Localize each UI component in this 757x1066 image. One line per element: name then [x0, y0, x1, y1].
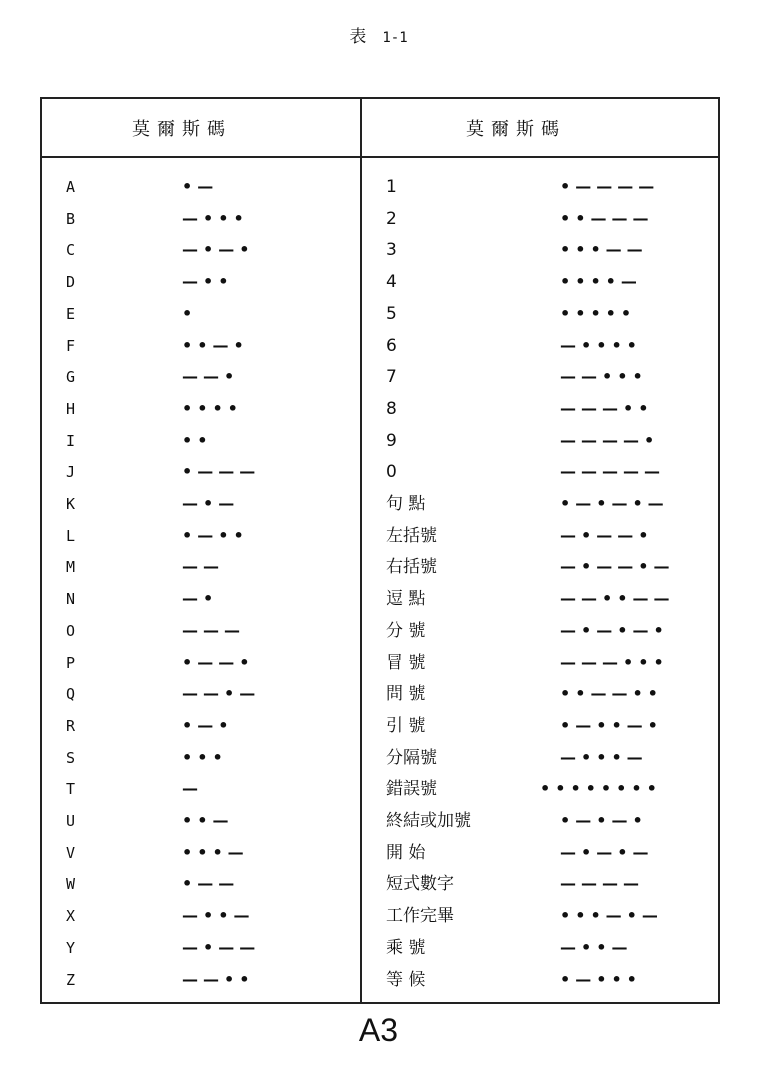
- table-row: [0, 204, 757, 234]
- morse-code: ——•—: [182, 684, 261, 704]
- symbol-label: 3: [386, 240, 397, 261]
- morse-code: ••••—: [560, 272, 642, 292]
- letter-label: A: [66, 178, 76, 196]
- table-row: [0, 457, 757, 487]
- morse-code: —•——•—: [560, 557, 675, 577]
- letter-label: F: [66, 336, 76, 355]
- page-label: A3: [358, 1012, 399, 1048]
- letter-label: K: [66, 495, 76, 513]
- symbol-label: 引 號: [386, 715, 426, 736]
- letter-label: J: [66, 463, 76, 482]
- table-row: [0, 299, 757, 329]
- morse-code: •—: [182, 177, 219, 196]
- letter-label: Z: [66, 970, 76, 989]
- header-right: 莫爾斯碼: [466, 119, 566, 140]
- letter-label: P: [66, 653, 76, 672]
- header-left: 莫爾斯碼: [132, 119, 232, 140]
- morse-code: •••—: [182, 842, 249, 862]
- letter-label: B: [66, 209, 76, 228]
- letter-label: E: [66, 304, 76, 323]
- morse-code: •————: [560, 177, 660, 196]
- table-row: [0, 616, 757, 646]
- symbol-label: 乘 號: [386, 937, 426, 958]
- table-row: [0, 806, 757, 836]
- table-row: [0, 552, 757, 582]
- morse-code: ———•••: [560, 652, 669, 672]
- morse-code: —•••: [182, 208, 249, 228]
- morse-code: ———: [182, 620, 245, 640]
- morse-code: •••——: [560, 240, 648, 260]
- morse-code: •—•—•: [560, 811, 648, 830]
- morse-code: —————: [560, 462, 665, 482]
- table-row: [0, 489, 757, 519]
- morse-code: ••——••: [560, 684, 663, 704]
- caption-char: 表: [349, 27, 367, 47]
- table-row: [0, 743, 757, 773]
- morse-code: ———••: [560, 398, 654, 418]
- symbol-label: 4: [386, 272, 397, 293]
- letter-label: U: [66, 812, 76, 830]
- letter-label: D: [66, 273, 76, 292]
- table-row: [0, 679, 757, 709]
- symbol-label: 5: [386, 303, 397, 324]
- morse-code: ——•: [182, 367, 240, 387]
- table-row: [0, 235, 757, 265]
- letter-label: V: [66, 843, 76, 862]
- morse-code: —•—•—•: [560, 620, 669, 640]
- morse-code: •••: [182, 747, 228, 767]
- morse-code: •••••: [560, 303, 637, 323]
- letter-label: R: [66, 716, 76, 735]
- morse-code: •—•: [182, 715, 234, 735]
- header-divider: [42, 156, 718, 158]
- letter-label: N: [66, 590, 76, 609]
- letter-label: L: [66, 526, 76, 545]
- symbol-label: 9: [386, 430, 397, 451]
- letter-label: G: [66, 368, 76, 387]
- symbol-label: 句 點: [386, 494, 426, 514]
- table-row: [0, 711, 757, 741]
- morse-code: •—••: [182, 525, 249, 545]
- table-row: [0, 331, 757, 361]
- symbol-label: 右括號: [386, 557, 437, 578]
- morse-code: •—••—•: [560, 715, 663, 735]
- morse-code: —••: [182, 272, 234, 292]
- symbol-label: 左括號: [386, 525, 437, 546]
- morse-code: ————: [560, 874, 644, 894]
- table-row: [0, 869, 757, 899]
- morse-code: •••—•—: [560, 906, 663, 926]
- morse-code: ••———: [560, 208, 654, 228]
- morse-code: •—•—•—: [560, 494, 669, 513]
- symbol-label: 1: [386, 177, 397, 197]
- table-row: [0, 426, 757, 456]
- table-row: [0, 648, 757, 678]
- morse-code: ——•••: [560, 367, 648, 387]
- symbol-label: 分隔號: [386, 747, 437, 768]
- letter-label: H: [66, 399, 76, 418]
- morse-code: ——••: [182, 969, 255, 989]
- morse-code: —••—: [182, 906, 255, 926]
- table-row: [0, 172, 757, 202]
- symbol-label: 逗 點: [386, 589, 426, 610]
- letter-label: T: [66, 780, 76, 799]
- symbol-label: 2: [386, 208, 397, 229]
- morse-code: ••••: [182, 398, 243, 418]
- letter-label: S: [66, 748, 76, 767]
- table-row: [0, 774, 757, 804]
- table-row: [0, 267, 757, 297]
- morse-code: •—•••: [560, 969, 642, 989]
- morse-code: •——: [182, 874, 240, 894]
- table-row: [0, 933, 757, 963]
- morse-code: ••—•: [182, 335, 249, 355]
- morse-code: ——••——: [560, 589, 675, 609]
- symbol-label: 冒 號: [386, 652, 426, 673]
- symbol-label: 7: [386, 367, 397, 388]
- symbol-label: 終結或加號: [386, 811, 471, 831]
- morse-code: ••—: [182, 811, 234, 830]
- table-row: [0, 584, 757, 614]
- table-row: [0, 838, 757, 868]
- symbol-label: 問 號: [386, 684, 426, 705]
- symbol-label: 錯誤號: [386, 779, 437, 800]
- symbol-label: 8: [386, 398, 397, 419]
- morse-code: —••—: [560, 937, 633, 957]
- table-row: [0, 394, 757, 424]
- morse-code: •: [182, 303, 198, 323]
- table-row: [0, 901, 757, 931]
- table-row: [0, 965, 757, 995]
- letter-label: M: [66, 558, 76, 577]
- morse-code: •——•: [182, 652, 255, 672]
- letter-label: O: [66, 621, 76, 640]
- letter-label: X: [66, 907, 76, 926]
- morse-code: —•—•: [182, 240, 255, 260]
- symbol-label: 開 始: [386, 842, 426, 863]
- letter-label: I: [66, 431, 76, 450]
- morse-code: •———: [182, 462, 261, 482]
- table-row: [0, 362, 757, 392]
- morse-code: —•••—: [560, 747, 648, 767]
- morse-code: ••: [182, 430, 213, 450]
- morse-code: —•——: [182, 937, 261, 957]
- letter-label: W: [66, 875, 76, 894]
- symbol-label: 分 號: [386, 620, 426, 641]
- morse-code: —•—: [182, 494, 240, 513]
- letter-label: C: [66, 241, 76, 260]
- morse-code: —•: [182, 589, 219, 609]
- caption-number: 1-1: [382, 30, 408, 46]
- morse-code: ••••••••: [540, 779, 662, 799]
- symbol-label: 短式數字: [386, 874, 454, 895]
- letter-label: Y: [66, 938, 76, 957]
- morse-code: —: [182, 779, 203, 799]
- morse-code: —•—•—: [560, 842, 654, 862]
- letter-label: Q: [66, 685, 76, 704]
- table-row: [0, 521, 757, 551]
- morse-code: —••••: [560, 335, 642, 355]
- morse-code: —•——•: [560, 525, 654, 545]
- symbol-label: 0: [386, 462, 397, 483]
- morse-code: ——: [182, 557, 224, 577]
- table-caption: [0, 22, 757, 47]
- morse-code: ————•: [560, 430, 660, 450]
- symbol-label: 6: [386, 335, 397, 356]
- symbol-label: 等 候: [386, 969, 426, 990]
- symbol-label: 工作完畢: [386, 906, 454, 927]
